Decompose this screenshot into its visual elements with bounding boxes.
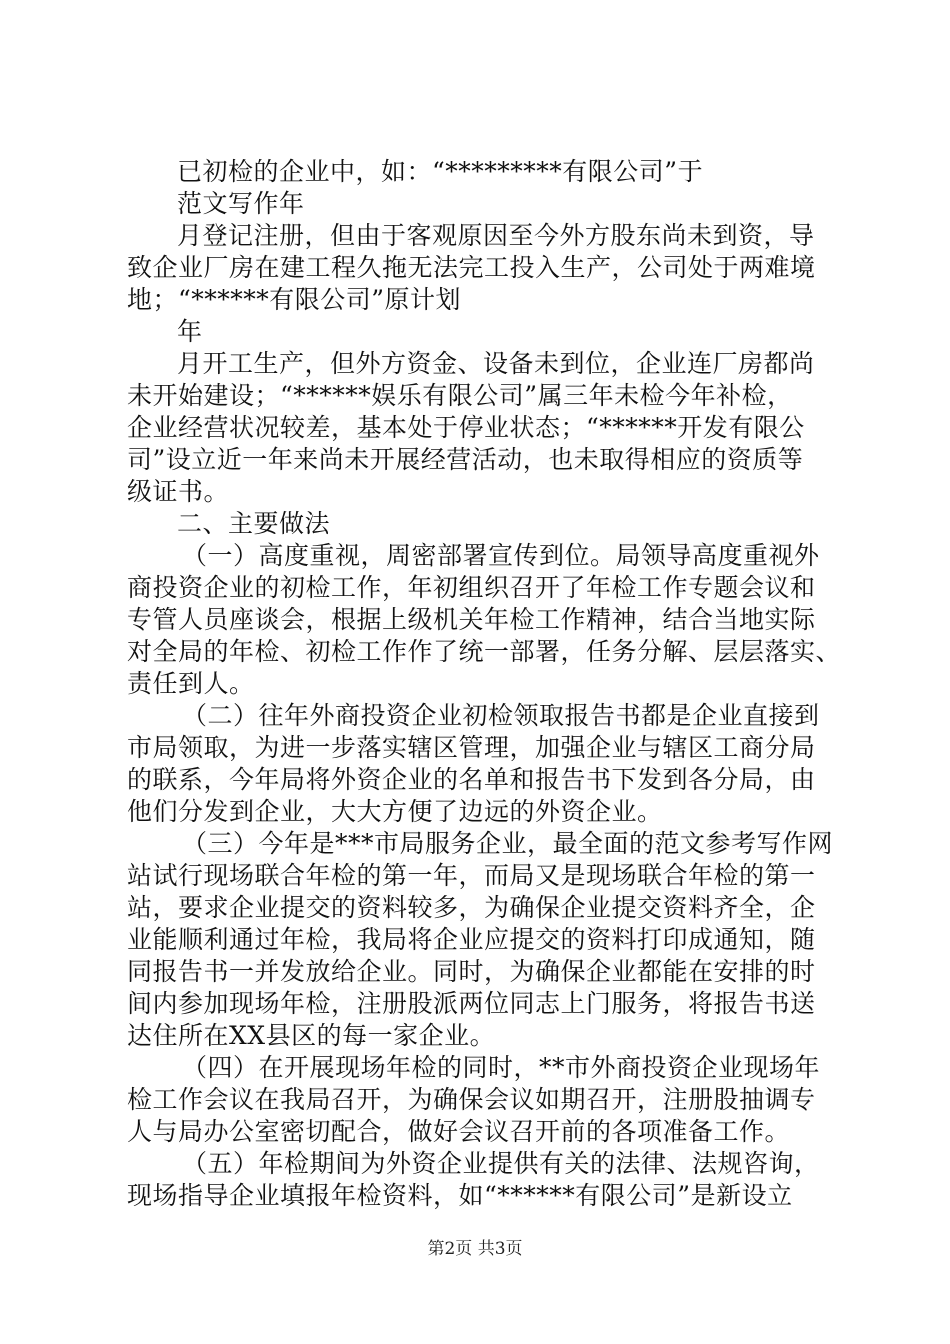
text-line: 检工作会议在我局召开，为确保会议如期召开，注册股抽调专	[127, 1085, 816, 1114]
text-line: 站，要求企业提交的资料较多，为确保企业提交资料齐全，企	[127, 893, 816, 922]
text-line: （五）年检期间为外资企业提供有关的法律、法规咨询，	[182, 1149, 820, 1178]
text-line: 的联系，今年局将外资企业的名单和报告书下发到各分局，由	[127, 765, 816, 794]
document-body	[127, 156, 841, 1212]
text-line: 已初检的企业中，如：“*********有限公司”于	[177, 157, 704, 186]
text-line: 未开始建设；“******娱乐有限公司”属三年未检今年补检，	[127, 381, 793, 410]
text-line: （三）今年是***市局服务企业，最全面的范文参考写作网	[182, 829, 834, 858]
text-line: 致企业厂房在建工程久拖无法完工投入生产，公司处于两难境	[127, 253, 816, 282]
text-line: 级证书。	[127, 477, 230, 506]
text-line: （四）在开展现场年检的同时，**市外商投资企业现场年	[182, 1053, 821, 1082]
text-line: 商投资企业的初检工作，年初组织召开了年检工作专题会议和	[127, 573, 816, 602]
text-line: 月开工生产，但外方资金、设备未到位，企业连厂房都尚	[177, 349, 815, 378]
text-line: 司”设立近一年来尚未开展经营活动，也未取得相应的资质等	[127, 445, 804, 474]
section-heading: 二、主要做法	[177, 509, 331, 538]
text-line: 现场指导企业填报年检资料，如“******有限公司”是新设立	[127, 1181, 793, 1210]
text-line: 间内参加现场年检，注册股派两位同志上门服务，将报告书送	[127, 989, 816, 1018]
text-line: （一）高度重视，周密部署宣传到位。局领导高度重视外	[182, 541, 820, 570]
text-line: （二）往年外商投资企业初检领取报告书都是企业直接到	[182, 701, 820, 730]
text-line: 对全局的年检、初检工作作了统一部署，任务分解、层层落实、	[127, 637, 842, 666]
text-line: 范文写作年	[177, 189, 305, 218]
text-line: 市局领取，为进一步落实辖区管理，加强企业与辖区工商分局	[127, 733, 816, 762]
text-line: 年	[177, 317, 203, 346]
text-line: 同报告书一并发放给企业。同时，为确保企业都能在安排的时	[127, 957, 816, 986]
text-line: 人与局办公室密切配合，做好会议召开前的各项准备工作。	[127, 1117, 791, 1146]
text-line: 企业经营状况较差，基本处于停业状态；“******开发有限公	[127, 413, 805, 442]
text-line: 业能顺利通过年检，我局将企业应提交的资料打印成通知，随	[127, 925, 816, 954]
text-line: 月登记注册，但由于客观原因至今外方股东尚未到资，导	[177, 221, 815, 250]
text-line: 达住所在XX县区的每一家企业。	[127, 1021, 496, 1050]
text-line: 地；“******有限公司”原计划	[127, 285, 462, 314]
page-footer: 第2页 共3页	[427, 1239, 523, 1259]
text-line: 他们分发到企业，大大方便了边远的外资企业。	[127, 797, 663, 826]
text-line: 责任到人。	[127, 669, 255, 698]
text-line: 专管人员座谈会，根据上级机关年检工作精神，结合当地实际	[127, 605, 816, 634]
text-line: 站试行现场联合年检的第一年，而局又是现场联合年检的第一	[127, 861, 816, 890]
